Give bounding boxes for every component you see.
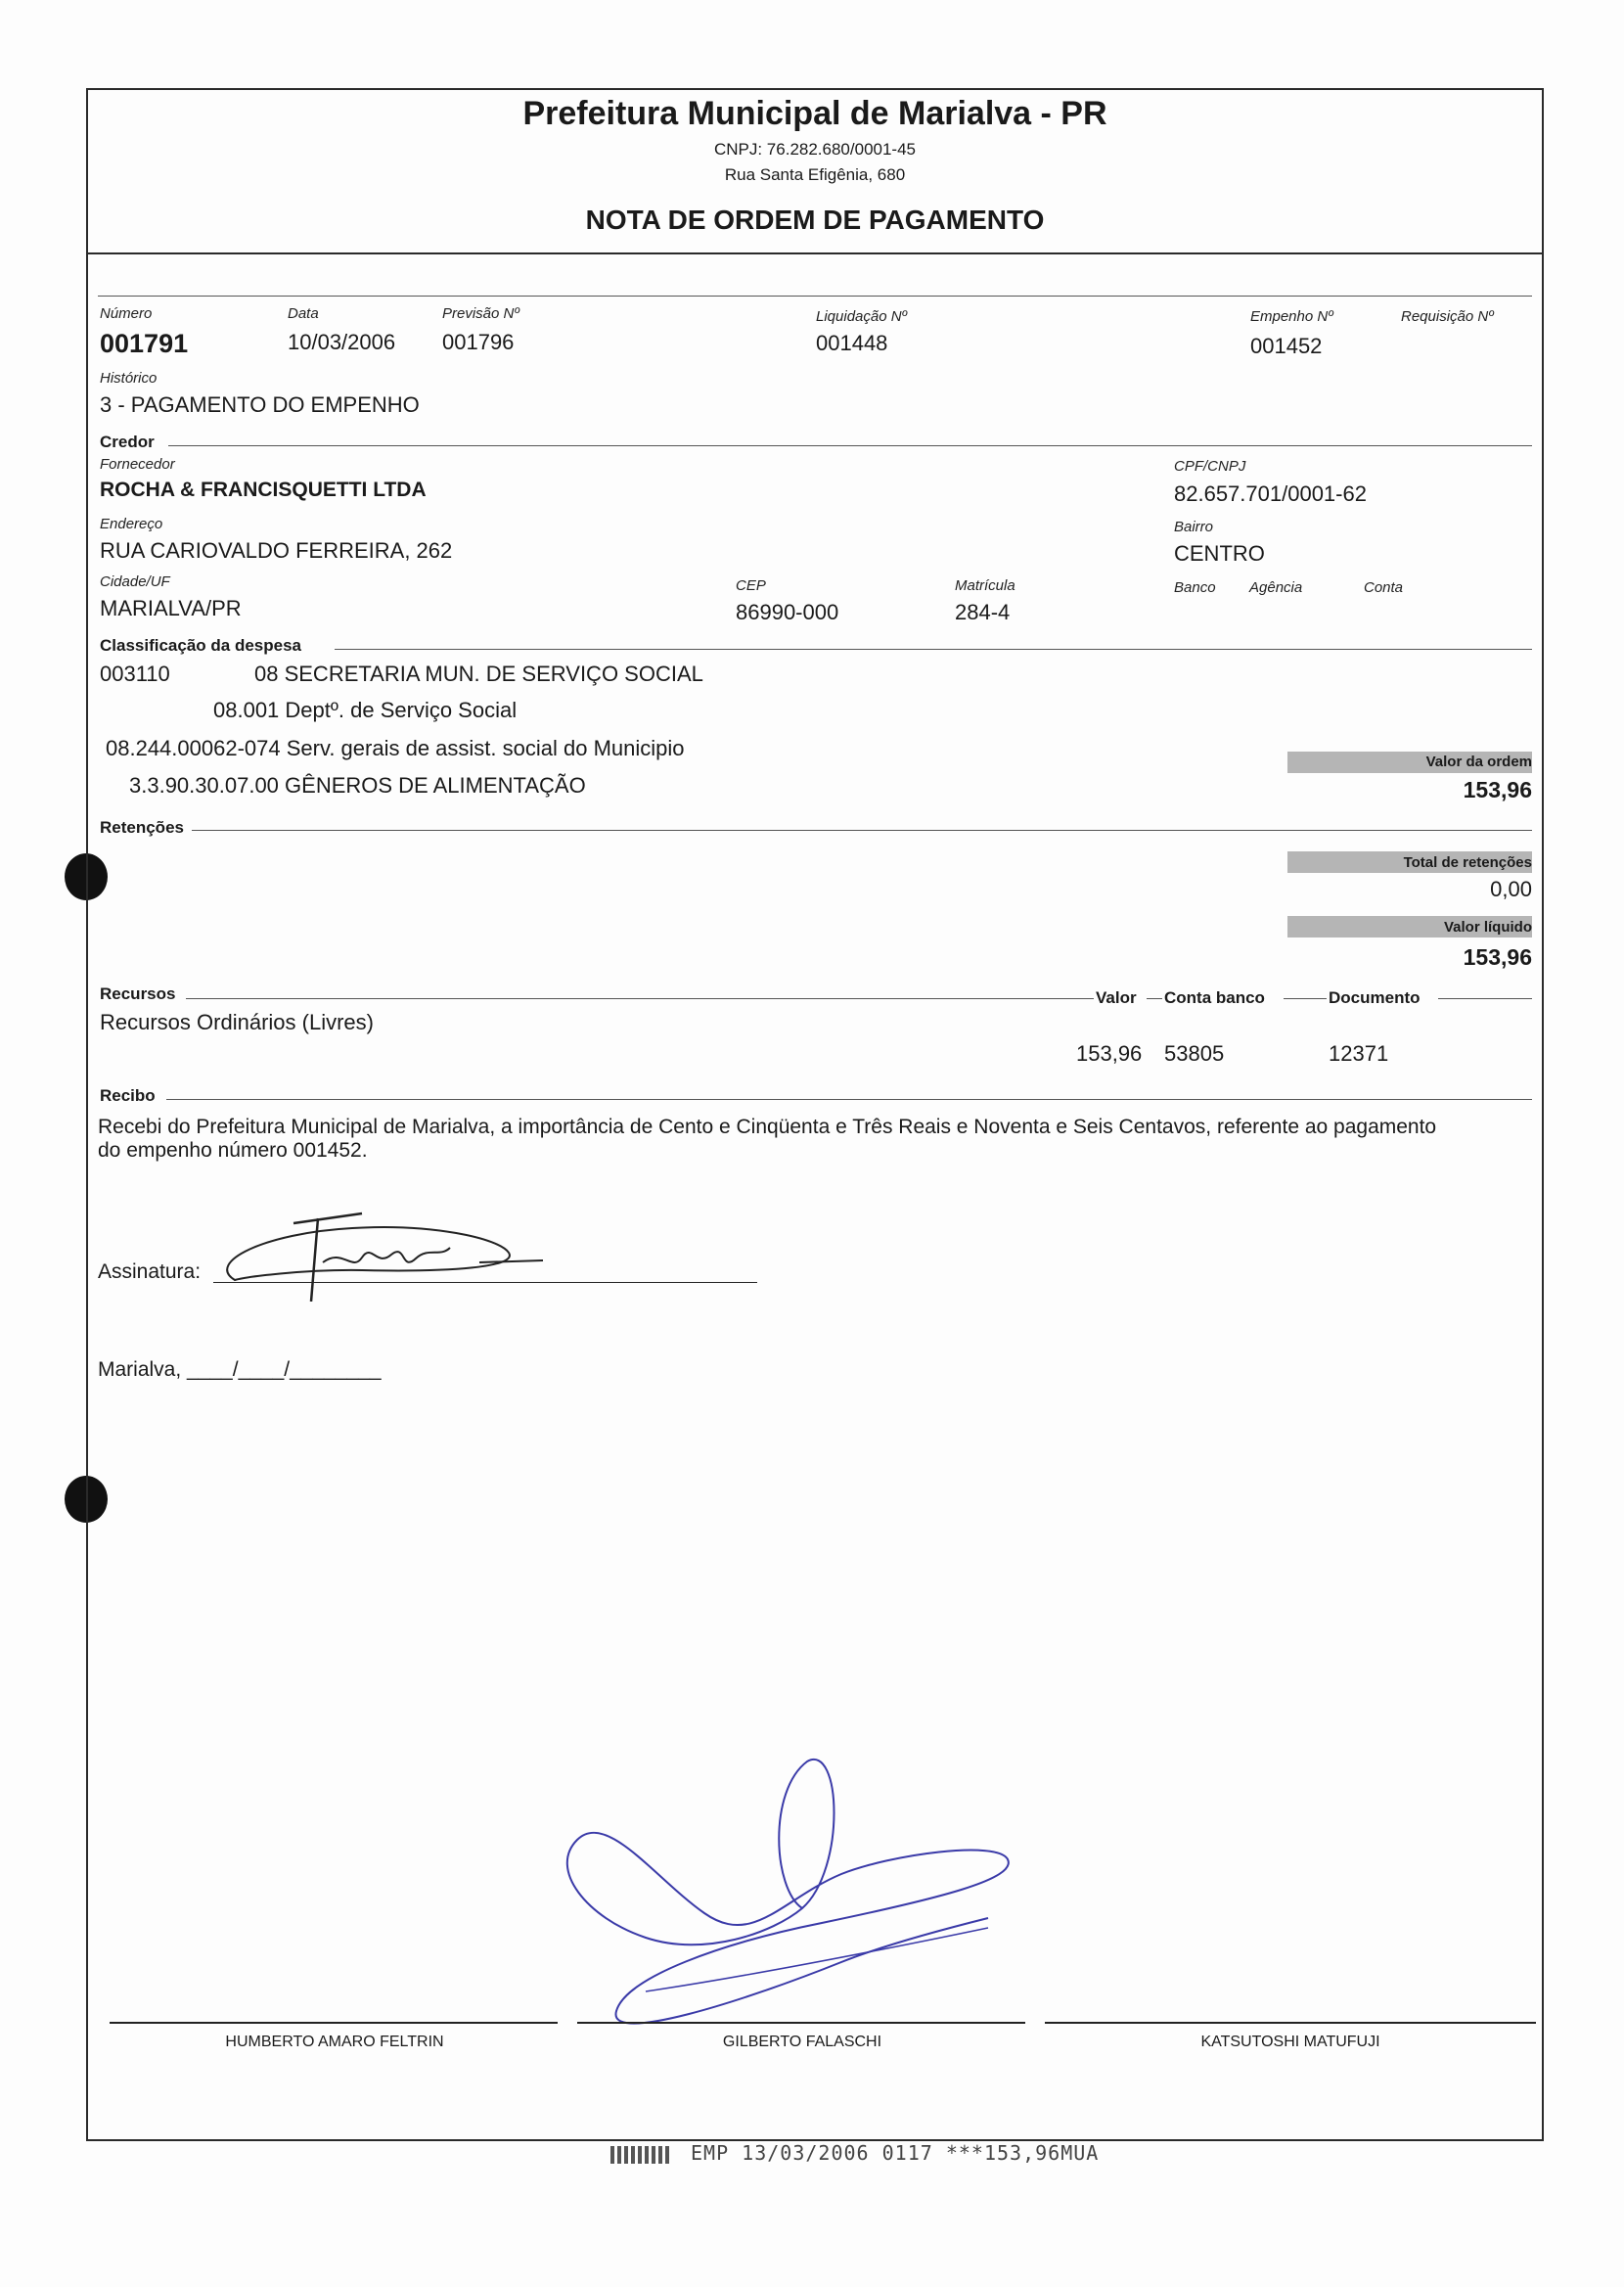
classificacao-line1: 08 SECRETARIA MUN. DE SERVIÇO SOCIAL (254, 662, 703, 686)
signatory-3: KATSUTOSHI MATUFUJI (1200, 2034, 1380, 2050)
empenho-value: 001452 (1250, 334, 1323, 358)
signatory-2: GILBERTO FALASCHI (722, 2034, 882, 2050)
divider (98, 296, 1532, 297)
divider (166, 1099, 1532, 1100)
empenho-label: Empenho Nº (1250, 308, 1333, 325)
bairro-label: Bairro (1174, 519, 1214, 535)
classificacao-line4: 3.3.90.30.07.00 GÊNEROS DE ALIMENTAÇÃO (129, 773, 586, 798)
historico-value: 3 - PAGAMENTO DO EMPENHO (100, 392, 420, 417)
header-divider (86, 252, 1544, 254)
data-value: 10/03/2006 (288, 330, 396, 354)
fornecedor-label: Fornecedor (100, 456, 175, 473)
matricula-value: 284-4 (955, 600, 1011, 624)
previsao-label: Previsão Nº (442, 305, 519, 322)
divider (192, 830, 1532, 831)
valor-liquido-value: 153,96 (1463, 944, 1532, 970)
requisicao-label: Requisição Nº (1401, 308, 1494, 325)
previsao-value: 001796 (442, 330, 515, 354)
valor-liquido-label: Valor líquido (1443, 919, 1532, 936)
mechanical-stamp: EMP 13/03/2006 0117 ***153,96MUA (691, 2141, 1100, 2165)
conta-label: Conta (1364, 579, 1404, 596)
assinatura-label: Assinatura: (98, 1260, 202, 1283)
document-title: NOTA DE ORDEM DE PAGAMENTO (585, 205, 1045, 235)
divider (186, 998, 1094, 999)
numero-label: Número (100, 305, 153, 322)
numero-value: 001791 (100, 329, 189, 358)
valor-ordem-label: Valor da ordem (1425, 754, 1532, 770)
recibo-section-title: Recibo (100, 1086, 156, 1105)
divider (335, 649, 1532, 650)
divider (1147, 998, 1162, 999)
signature-line-1 (110, 2022, 558, 2024)
classificacao-section-title: Classificação da despesa (100, 636, 302, 655)
retencoes-section-title: Retenções (100, 818, 184, 837)
recursos-conta-label: Conta banco (1164, 988, 1265, 1007)
mechanical-stamp-mark (610, 2146, 669, 2164)
recursos-documento-label: Documento (1329, 988, 1421, 1007)
recursos-descricao: Recursos Ordinários (Livres) (100, 1010, 374, 1034)
address-line: Rua Santa Efigênia, 680 (724, 165, 906, 184)
official-signature (548, 1752, 1017, 2045)
banco-label: Banco (1174, 579, 1216, 596)
cpf-cnpj-label: CPF/CNPJ (1174, 458, 1246, 475)
signature-line-3 (1045, 2022, 1536, 2024)
recursos-valor: 153,96 (1076, 1041, 1143, 1066)
valor-ordem-value: 153,96 (1463, 777, 1532, 802)
data-label: Data (288, 305, 319, 322)
local-data-line: Marialva, ____/____/________ (98, 1358, 382, 1381)
recursos-section-title: Recursos (100, 984, 176, 1003)
cidade-value: MARIALVA/PR (100, 596, 242, 620)
endereco-value: RUA CARIOVALDO FERREIRA, 262 (100, 538, 453, 563)
recursos-documento: 12371 (1329, 1041, 1389, 1066)
cidade-label: Cidade/UF (100, 573, 170, 590)
signatory-1: HUMBERTO AMARO FELTRIN (225, 2034, 444, 2050)
classificacao-line3: 08.244.00062-074 Serv. gerais de assist. social do Municipio (106, 736, 685, 760)
endereco-label: Endereço (100, 516, 163, 532)
classificacao-line2: 08.001 Deptº. de Serviço Social (213, 698, 518, 722)
cep-value: 86990-000 (736, 600, 839, 624)
historico-label: Histórico (100, 370, 158, 387)
recursos-valor-label: Valor (1096, 988, 1137, 1007)
recibo-text-line1: Recebi do Prefeitura Municipal de Marialva, a importância de Cento e Cinqüenta e Três Reais e Noventa e Seis Centavos, referente ao pagamento (98, 1116, 1437, 1138)
recibo-text-line2: do empenho número 001452. (98, 1139, 368, 1162)
liquidacao-label: Liquidação Nº (816, 308, 908, 325)
total-retencoes-label: Total de retenções (1403, 854, 1532, 871)
cnpj-line: CNPJ: 76.282.680/0001-45 (713, 140, 917, 159)
agencia-label: Agência (1249, 579, 1303, 596)
credor-section-title: Credor (100, 433, 155, 451)
classificacao-code: 003110 (100, 662, 170, 686)
divider (168, 445, 1532, 446)
recursos-conta: 53805 (1164, 1041, 1225, 1066)
cep-label: CEP (736, 577, 766, 594)
matricula-label: Matrícula (955, 577, 1015, 594)
divider (1284, 998, 1327, 999)
bairro-value: CENTRO (1174, 541, 1265, 566)
total-retencoes-value: 0,00 (1490, 877, 1532, 901)
signature-line-2 (577, 2022, 1025, 2024)
divider (1438, 998, 1532, 999)
liquidacao-value: 001448 (816, 331, 888, 355)
recipient-signature (205, 1194, 558, 1302)
municipality-title: Prefeitura Municipal de Marialva - PR (522, 95, 1107, 132)
cpf-cnpj-value: 82.657.701/0001-62 (1174, 481, 1367, 506)
fornecedor-value: ROCHA & FRANCISQUETTI LTDA (100, 479, 427, 501)
